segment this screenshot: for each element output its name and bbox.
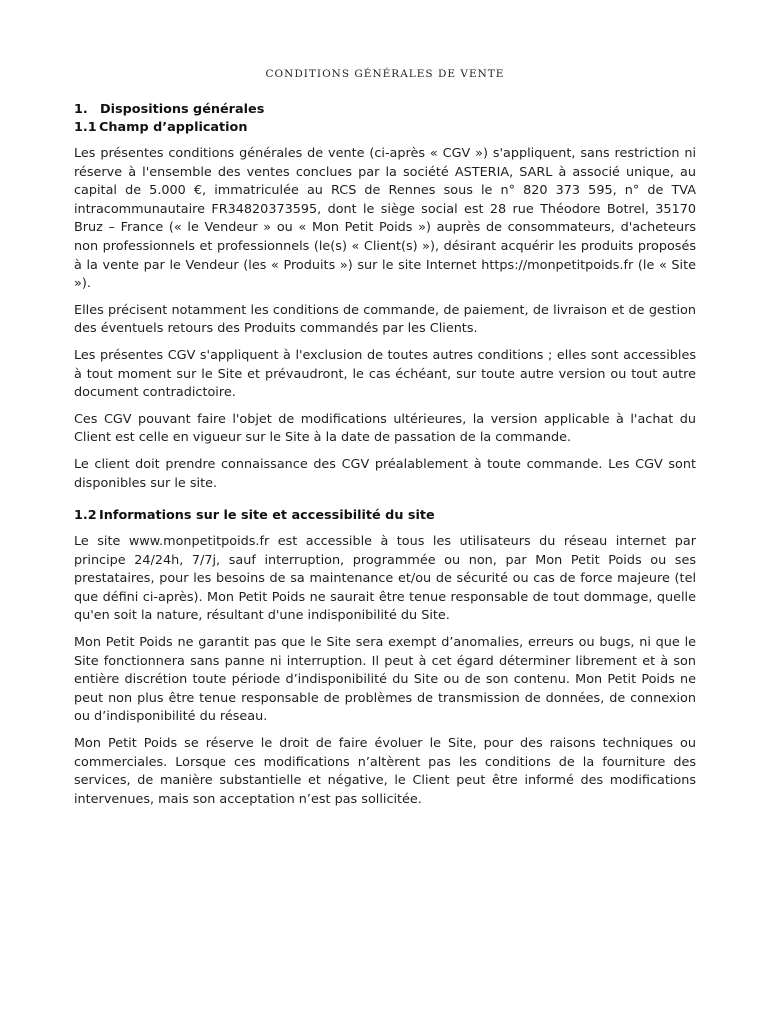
paragraph-1-1-a: Les présentes conditions générales de vente (ci-après « CGV ») s'appliquent, sans restriction ni réserve à l'ensemble des ventes conclues par la société ASTERIA, SARL à associé unique, au capital de 5.000 €, immatriculée au RCS de Rennes sous le n° 820 373 595, n° de TVA intracommunautaire FR34820373595, dont le siège social est 28 rue Théodore Botrel, 35170 Bruz – France (« le Vendeur » ou « Mon Petit Poids ») auprès de consommateurs, d'acheteurs non professionnels et professionnels (le(s) « Client(s) »), désirant acquérir les produits proposés à la vente par le Vendeur (les « Produits ») sur le site Internet https://monpetitpoids.fr (le « Site »). (74, 146, 696, 292)
subsection-heading-champ-application (74, 119, 696, 137)
subsection-heading-informations-site (74, 507, 696, 525)
paragraph-1-1-e: Le client doit prendre connaissance des CGV préalablement à toute commande. Les CGV sont disponibles sur le site. (74, 456, 696, 491)
paragraph-1-1-c: Les présentes CGV s'appliquent à l'exclusion de toutes autres conditions ; elles sont accessibles à tout moment sur le Site et prévaudront, le cas échéant, sur toute autre version ou tout autre document contradictoire. (74, 347, 696, 401)
section-spacer (74, 493, 696, 507)
subsection-number: 1.2 (74, 508, 97, 524)
paragraph-1-2-a: Le site www.monpetitpoids.fr est accessible à tous les utilisateurs du réseau internet par principe 24/24h, 7/7j, sauf interruption, programmée ou non, par Mon Petit Poids ou ses prestataires, pour les besoins de sa maintenance et/ou de sécurité ou cas de force majeure (tel que défini ci-après). Mon Petit Poids ne saurait être tenue responsable de tout dommage, quelle qu'en soit la nature, résultant d'une indisponibilité du Site. (74, 534, 696, 624)
paragraph-1-1-b: Elles précisent notamment les conditions de commande, de paiement, de livraison et de gestion des éventuels retours des Produits commandés par les Clients. (74, 302, 696, 337)
section-number: 1. (74, 102, 88, 117)
subsection-title: Informations sur le site et accessibilité du site (99, 508, 435, 524)
paragraph-1-1-d: Ces CGV pouvant faire l'objet de modifications ultérieures, la version applicable à l'achat du Client est celle en vigueur sur le Site à la date de passation de la commande. (74, 411, 696, 446)
document-title: CONDITIONS GÉNÉRALES DE VENTE (265, 68, 505, 80)
subsection-title: Champ d’application (99, 120, 248, 135)
paragraph-1-2-b: Mon Petit Poids ne garantit pas que le Site sera exempt d’anomalies, erreurs ou bugs, ni que le Site fonctionnera sans panne ni interruption. Il peut à cet égard déterminer librement et à son entière discrétion toute période d’indisponibilité du Site ou de son contenu. Mon Petit Poids ne peut non plus être tenue responsable de problèmes de transmission de données, de connexion ou d’indisponibilité du réseau. (74, 635, 696, 725)
section-heading-dispositions-generales (74, 101, 696, 119)
section-title: Dispositions générales (100, 102, 265, 117)
document-page (74, 60, 696, 809)
subsection-number: 1.1 (74, 120, 97, 135)
paragraph-1-2-c: Mon Petit Poids se réserve le droit de faire évoluer le Site, pour des raisons techniques ou commerciales. Lorsque ces modifications n’altèrent pas les conditions de la fourniture des services, de manière substantielle et négative, le Client peut être informé des modifications intervenues, mais son acceptation n’est pas sollicitée. (74, 736, 696, 807)
